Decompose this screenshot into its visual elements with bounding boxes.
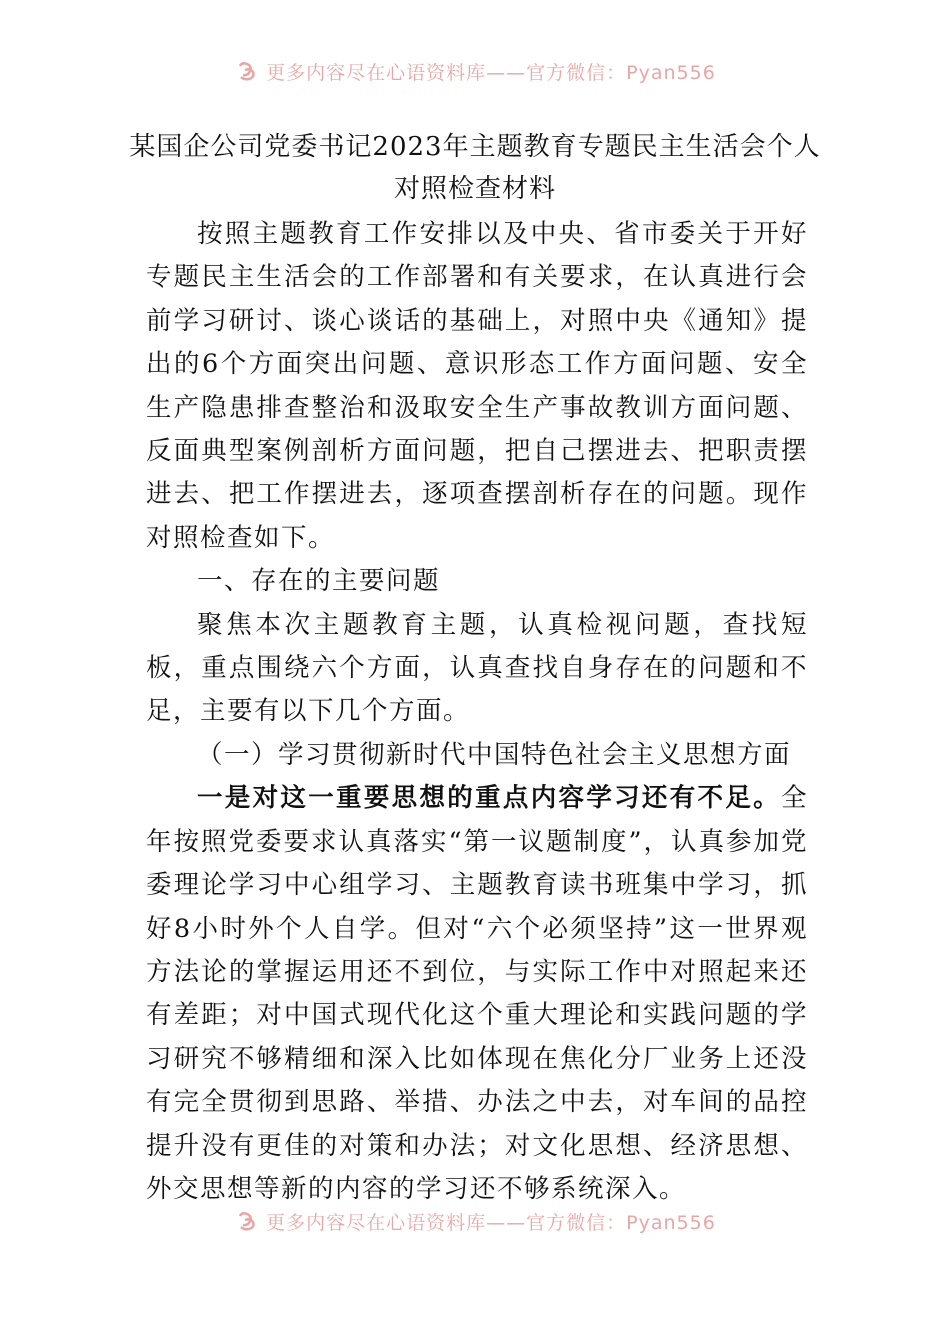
watermark-footer bbox=[0, 1206, 950, 1236]
watermark-logo-icon bbox=[234, 1208, 260, 1234]
watermark-header bbox=[0, 56, 950, 86]
paragraph-intro: 按照主题教育工作安排以及中央、省市委关于开好专题民主生活会的工作部署和有关要求，在认真进行会前学习研讨、谈心谈话的基础上，对照中央《通知》提出的6个方面突出问题、意识形态工作方面问题、安全生产隐患排查整治和汲取安全生产事故教训方面问题、反面典型案例剖析方面问题，把自己摆进去、把职责摆进去、把工作摆进去，逐项查摆剖析存在的问题。现作对照检查如下。 bbox=[146, 219, 808, 553]
point-1-lead: 一是对这一重要思想的重点内容学习还有不足。 bbox=[197, 783, 781, 814]
paragraph-overview: 聚焦本次主题教育主题，认真检视问题，查找短板，重点围绕六个方面，认真查找自身存在的问题和不足，主要有以下几个方面。 bbox=[146, 609, 808, 727]
document-title bbox=[120, 126, 830, 210]
subsection-heading-1: （一）学习贯彻新时代中国特色社会主义思想方面 bbox=[197, 739, 792, 770]
document-body bbox=[146, 213, 808, 1211]
watermark-logo-icon bbox=[234, 58, 260, 84]
section-heading-1: 一、存在的主要问题 bbox=[197, 566, 441, 597]
watermark-text: 更多内容尽在心语资料库——官方微信：Pyan556 bbox=[266, 1211, 716, 1234]
paragraph-point-1 bbox=[146, 777, 808, 1211]
title-line-2: 对照检查材料 bbox=[393, 174, 556, 204]
watermark-text: 更多内容尽在心语资料库——官方微信：Pyan556 bbox=[266, 61, 716, 84]
title-line-1: 某国企公司党委书记2023年主题教育专题民主生活会个人 bbox=[129, 132, 821, 162]
point-1-body: 全年按照党委要求认真落实“第一议题制度”，认真参加党委理论学习中心组学习、主题教育读书班集中学习，抓好8小时外个人自学。但对“六个必须坚持”这一世界观方法论的掌握运用还不到位，与实际工作中对照起来还有差距；对中国式现代化这个重大理论和实践问题的学习研究不够精细和深入比如体现在焦化分厂业务上还没有完全贯彻到思路、举措、办法之中去，对车间的品控提升没有更佳的对策和办法；对文化思想、经济思想、外交思想等新的内容的学习还不够系统深入。 bbox=[146, 783, 808, 1204]
